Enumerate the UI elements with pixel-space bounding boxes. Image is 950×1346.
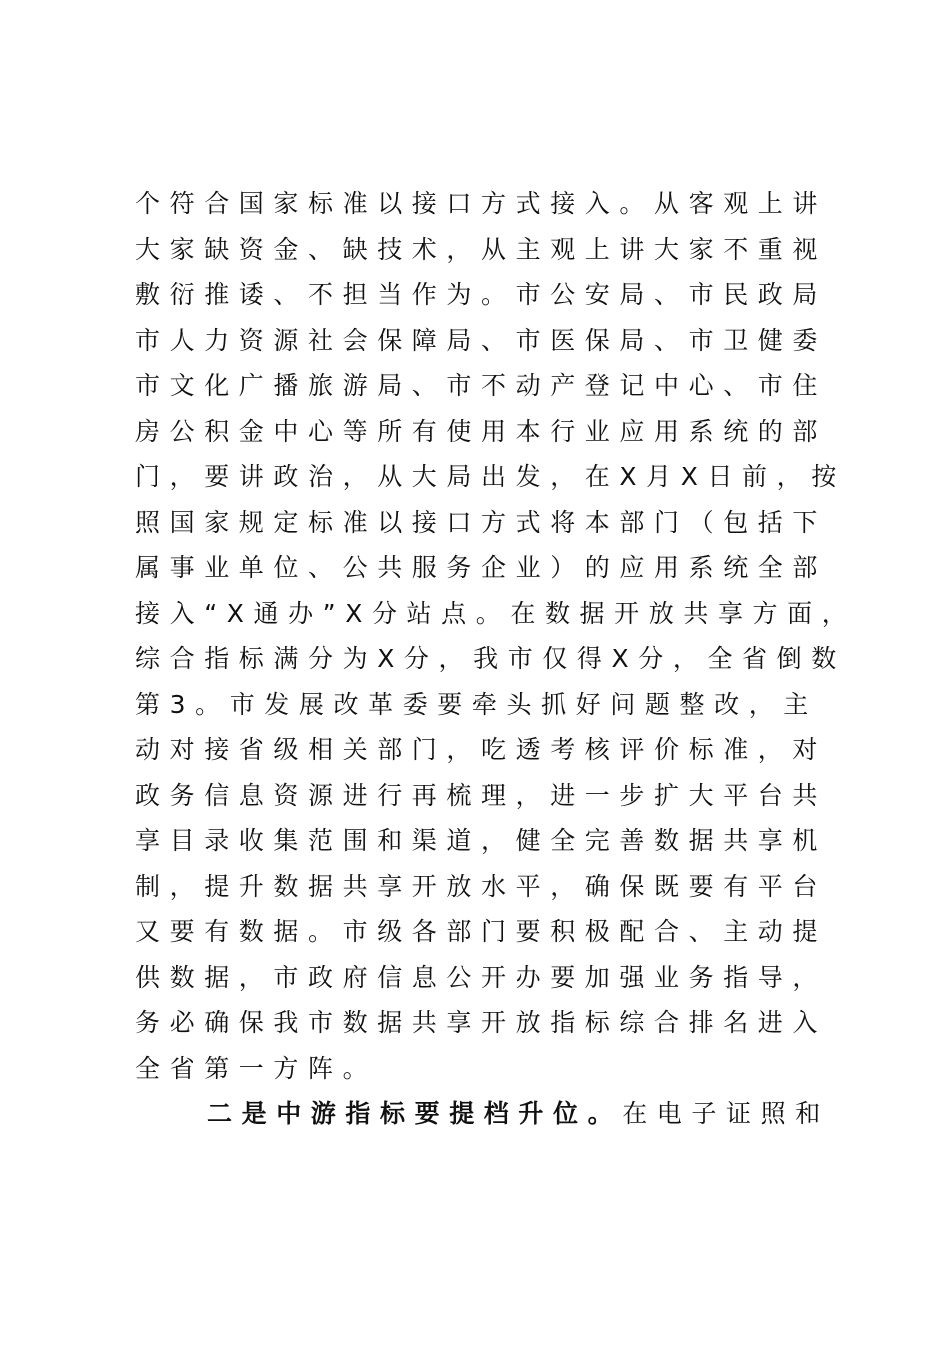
text-line: 全省第一方阵。 [135, 1053, 378, 1083]
text-line: 综合指标满分为X分，我市仅得X分，全省倒数 [135, 644, 846, 673]
text-line: 又要有数据。市级各部门要积极配合、主动提 [135, 917, 828, 946]
text-line: 个符合国家标准以接口方式接入。从客观上讲 [135, 189, 828, 218]
paragraph-text: 在电子证照和 [622, 1099, 830, 1128]
text-line: 第3。市发展改革委要牵头抓好问题整改，主 [135, 689, 818, 719]
text-line: 制，提升数据共享开放水平，确保既要有平台 [135, 871, 828, 901]
paragraph-start-line [135, 1091, 830, 1137]
paragraph-heading-bold: 二是中游指标要提档升位。 [207, 1099, 623, 1128]
text-line: 属事业单位、公共服务企业）的应用系统全部 [135, 553, 828, 582]
text-line: 大家缺资金、缺技术，从主观上讲大家不重视 [135, 234, 828, 264]
text-line: 供数据，市政府信息公开办要加强业务指导， [135, 962, 828, 992]
document-body [135, 181, 857, 1137]
text-line: 门，要讲政治，从大局出发，在X月X日前，按 [135, 462, 846, 491]
text-line: 接入“X通办”X分站点。在数据开放共享方面， [135, 598, 857, 628]
text-line: 照国家规定标准以接口方式将本部门（包括下 [135, 507, 828, 537]
text-line: 市文化广播旅游局、市不动产登记中心、市住 [135, 371, 828, 400]
text-line: 敷衍推诿、不担当作为。市公安局、市民政局 [135, 280, 828, 309]
text-line: 动对接省级相关部门，吃透考核评价标准，对 [135, 735, 828, 764]
text-line: 房公积金中心等所有使用本行业应用系统的部 [135, 416, 828, 446]
text-line: 享目录收集范围和渠道，健全完善数据共享机 [135, 826, 828, 855]
text-line: 市人力资源社会保障局、市医保局、市卫健委 [135, 325, 828, 355]
text-line: 政务信息资源进行再梳理，进一步扩大平台共 [135, 780, 828, 810]
text-line: 务必确保我市数据共享开放指标综合排名进入 [135, 1008, 828, 1037]
